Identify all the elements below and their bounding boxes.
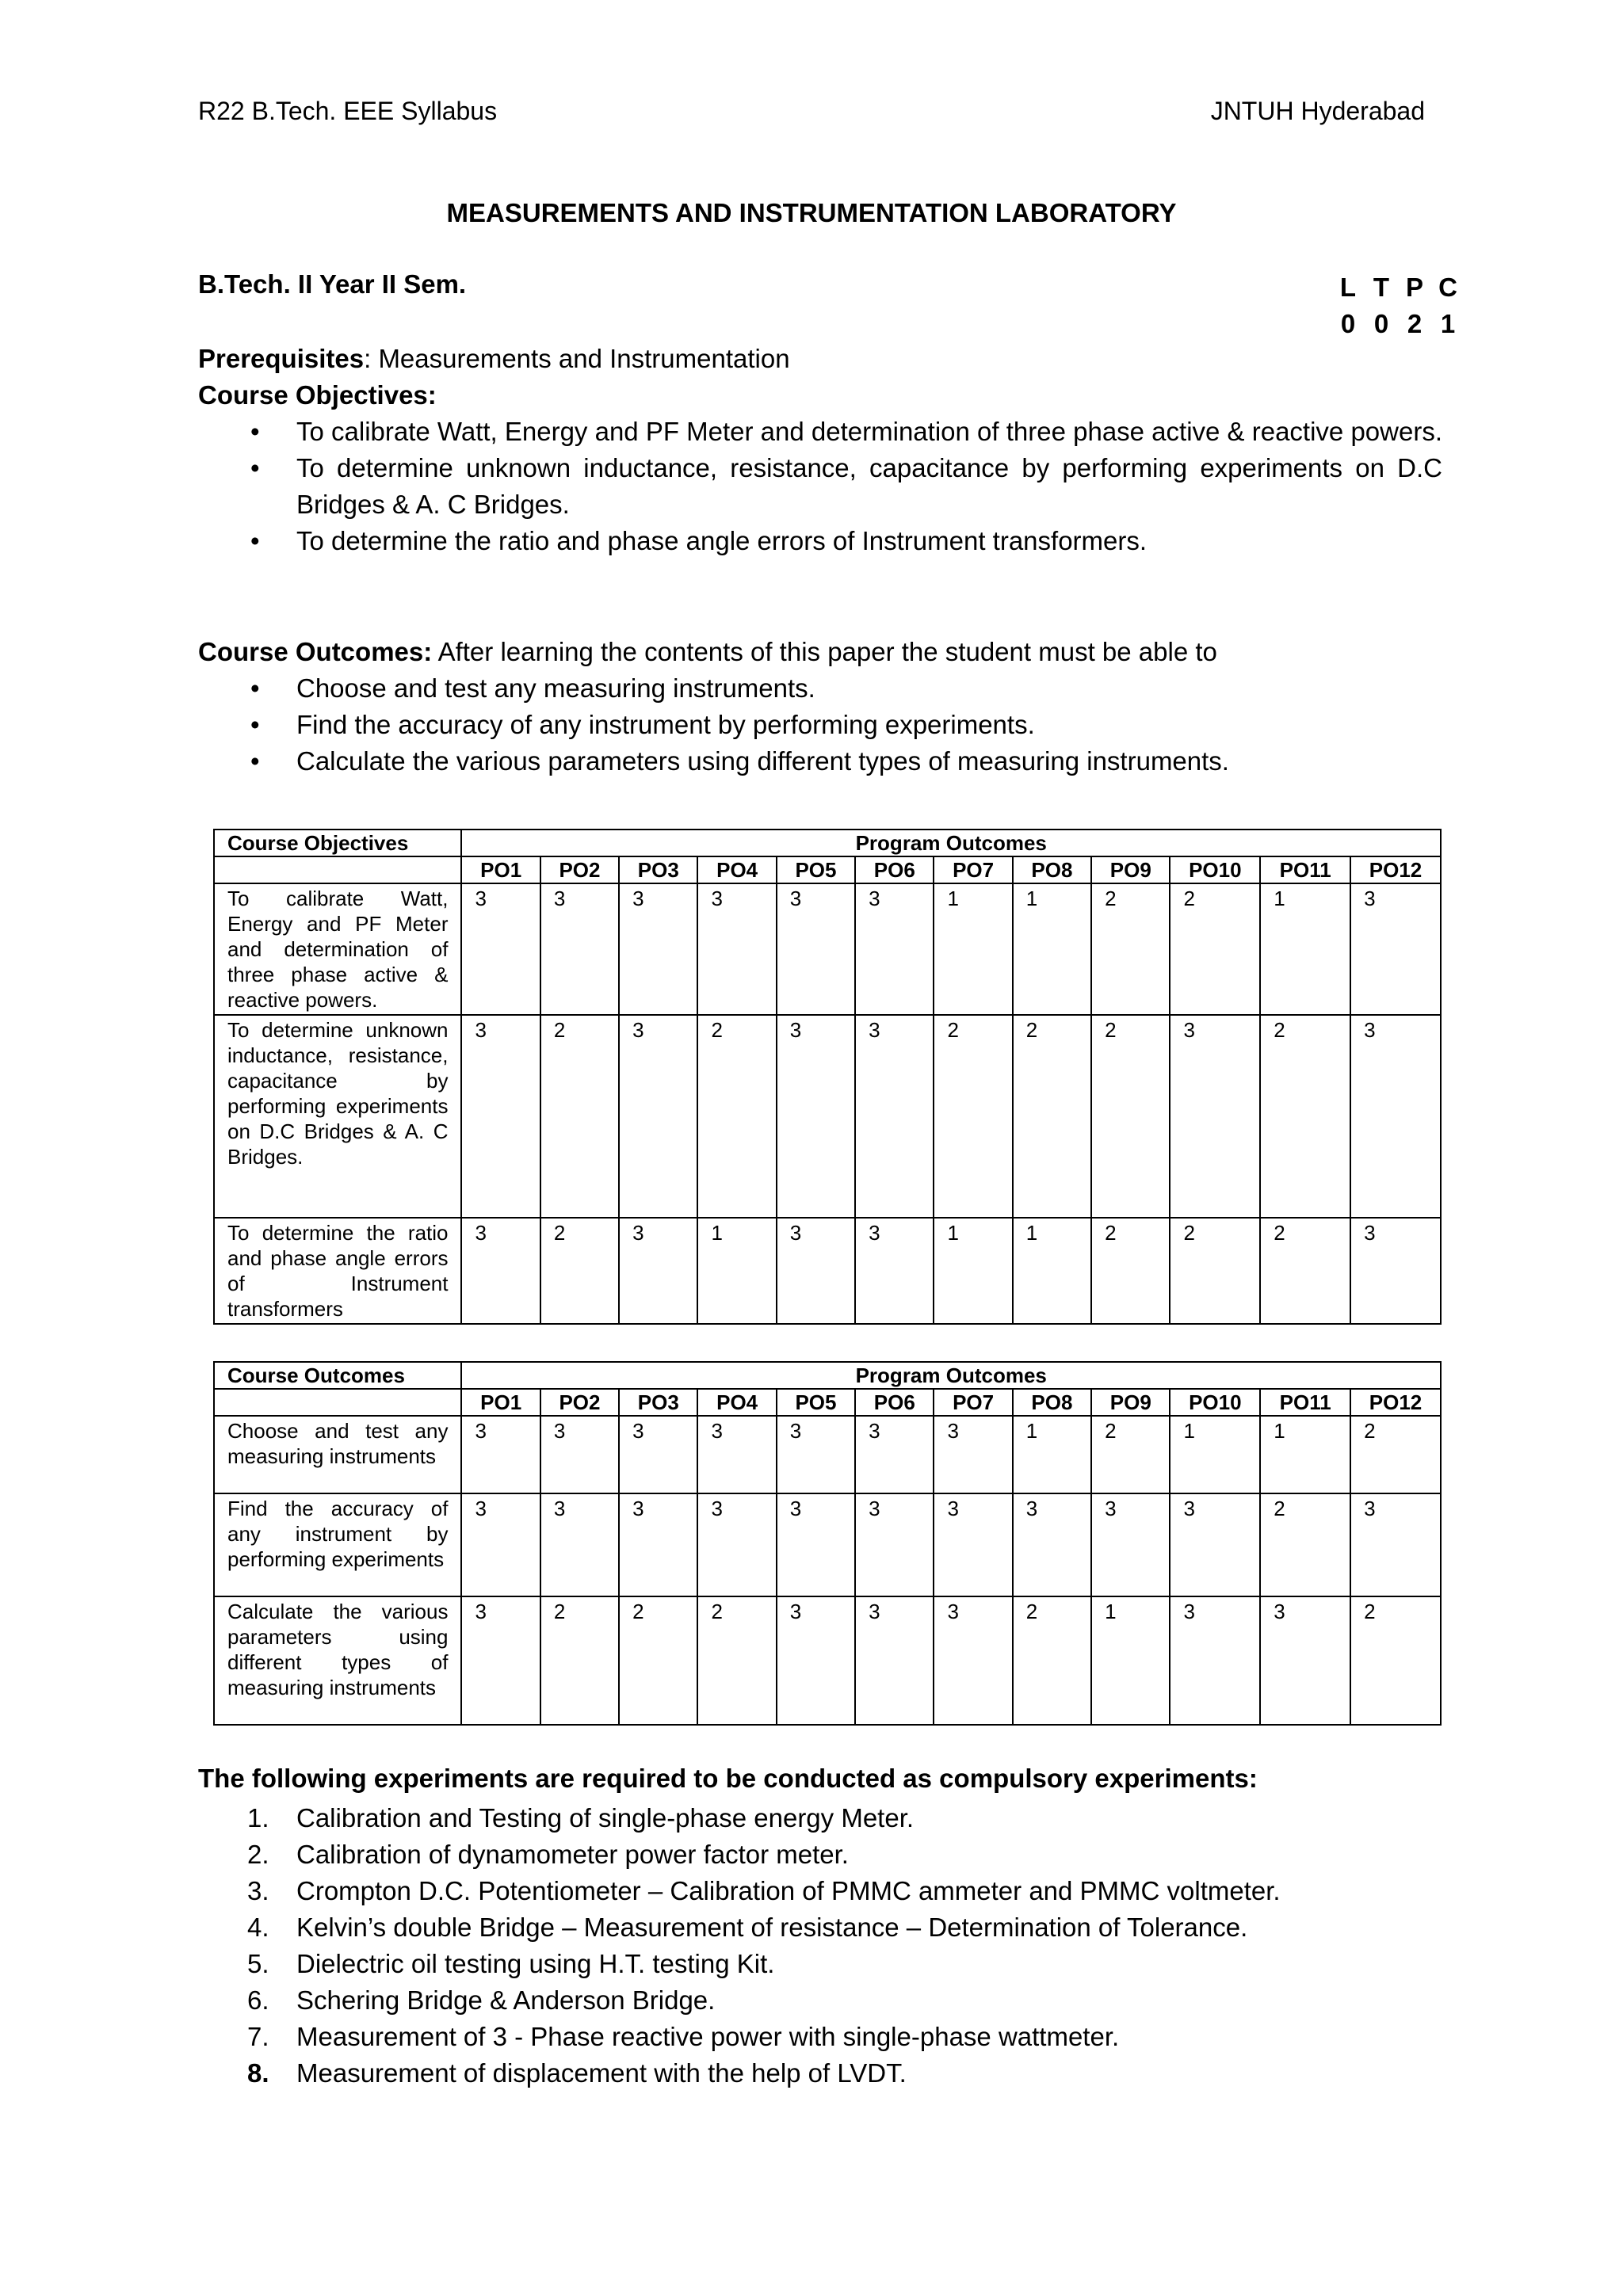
table-row [214,883,1441,1015]
table-cell: 3 [461,883,540,1015]
ltpc-block [1331,269,1465,342]
row-label: To calibrate Watt, Energy and PF Meter and determination of three phase active & reactive powers. [214,883,461,1015]
table-cell: 1 [1091,1596,1170,1725]
table-cell: 3 [855,1015,934,1218]
table-cell: 3 [1091,1493,1170,1596]
column-header: PO4 [697,856,776,883]
experiments-heading: The following experiments are required to be conducted as compulsory experiments: [198,1764,1258,1793]
table-columns-row [214,1389,1441,1416]
list-item: 5. Dielectric oil testing using H.T. testing Kit. [247,1949,775,1978]
list-item: • Find the accuracy of any instrument by performing experiments. [198,707,1442,743]
table-header-row [214,830,1441,856]
table-cell: 2 [540,1218,619,1324]
table-cell: 1 [934,1218,1012,1324]
table-cell: 3 [777,1218,855,1324]
table-row [214,1015,1441,1218]
list-item: 7. Measurement of 3 - Phase reactive power with single-phase wattmeter. [247,2022,1120,2051]
objectives-po-table [213,829,1442,1325]
table-header-row [214,1362,1441,1389]
column-header: PO7 [934,1389,1012,1416]
table-cell: 3 [619,1015,697,1218]
ltpc-label: L [1339,273,1357,302]
outcomes-list [198,670,1442,780]
table-cell: 2 [1091,1015,1170,1218]
table-cell: 2 [1260,1493,1350,1596]
bullet-icon: • [250,526,260,555]
column-header: PO10 [1170,856,1260,883]
header-left: R22 B.Tech. EEE Syllabus [198,97,498,125]
semester-label: B.Tech. II Year II Sem. [198,269,467,299]
course-title: MEASUREMENTS AND INSTRUMENTATION LABORATORY [446,198,1177,227]
table-corner-header: Course Objectives [214,830,461,856]
table-cell: 1 [1013,1416,1091,1493]
table-cell: 2 [697,1596,776,1725]
table-cell: 3 [777,1493,855,1596]
column-header: PO8 [1013,856,1091,883]
table-cell: 3 [461,1596,540,1725]
prerequisites [198,341,1442,377]
list-item: • To calibrate Watt, Energy and PF Meter and determination of three phase active & reactive powers. [198,414,1442,450]
table-cell: 2 [1260,1218,1350,1324]
outcomes-intro: After learning the contents of this paper the student must be able to [432,637,1217,666]
list-item: • To determine unknown inductance, resistance, capacitance by performing experiments on D.C Bridges & A. C Bridges. [198,450,1442,523]
list-item: 3. Crompton D.C. Potentiometer – Calibration of PMMC ammeter and PMMC voltmeter. [247,1876,1281,1905]
column-header: PO2 [540,856,619,883]
table-row [214,1218,1441,1324]
column-header: PO11 [1260,856,1350,883]
table-cell: 1 [1260,883,1350,1015]
table-cell: 2 [1170,883,1260,1015]
column-header: PO1 [461,856,540,883]
column-header: PO10 [1170,1389,1260,1416]
table-cell: 2 [1350,1416,1441,1493]
table-cell: 3 [777,1416,855,1493]
table-cell: 3 [1350,883,1441,1015]
table-empty-cell [214,856,461,883]
table-cell: 3 [934,1416,1012,1493]
ltpc-labels [1331,269,1465,306]
table-cell: 3 [1350,1218,1441,1324]
table-cell: 3 [461,1416,540,1493]
prerequisites-text: : Measurements and Instrumentation [364,344,790,373]
table-cell: 3 [934,1493,1012,1596]
objectives-heading: Course Objectives: [198,380,437,410]
table-cell: 3 [1170,1015,1260,1218]
table-cell: 2 [619,1596,697,1725]
table-cell: 1 [1013,883,1091,1015]
table-cell: 3 [619,1493,697,1596]
table-cell: 1 [934,883,1012,1015]
column-header: PO3 [619,1389,697,1416]
column-header: PO9 [1091,1389,1170,1416]
column-header: PO12 [1350,856,1441,883]
table-cell: 2 [540,1596,619,1725]
table-cell: 2 [1260,1015,1350,1218]
table-group-header: Program Outcomes [461,830,1441,856]
table-cell: 3 [540,1416,619,1493]
column-header: PO11 [1260,1389,1350,1416]
row-label: To determine the ratio and phase angle errors of Instrument transformers [214,1218,461,1324]
table-cell: 3 [1170,1493,1260,1596]
table-cell: 3 [619,1218,697,1324]
row-label: Find the accuracy of any instrument by performing experiments [214,1493,461,1596]
table-cell: 3 [697,1493,776,1596]
table-cell: 3 [461,1218,540,1324]
table-cell: 3 [1350,1015,1441,1218]
table-cell: 2 [1013,1015,1091,1218]
table-cell: 2 [1170,1218,1260,1324]
ltpc-value: 0 [1340,309,1356,338]
table-cell: 3 [1013,1493,1091,1596]
table-cell: 3 [1260,1596,1350,1725]
table-cell: 1 [697,1218,776,1324]
column-header: PO4 [697,1389,776,1416]
ltpc-value: 1 [1440,309,1456,338]
outcomes-po-table [213,1361,1442,1726]
table-cell: 2 [1091,1218,1170,1324]
table-cell: 3 [855,1416,934,1493]
table-cell: 3 [540,1493,619,1596]
column-header: PO5 [777,856,855,883]
table-cell: 3 [855,1493,934,1596]
list-item: 4. Kelvin’s double Bridge – Measurement of resistance – Determination of Tolerance. [247,1913,1248,1942]
table-cell: 1 [1170,1416,1260,1493]
table-corner-header: Course Outcomes [214,1362,461,1389]
column-header: PO12 [1350,1389,1441,1416]
column-header: PO6 [855,856,934,883]
ltpc-label: T [1373,273,1390,302]
table-cell: 3 [461,1015,540,1218]
bullet-icon: • [250,453,260,482]
table-cell: 1 [1260,1416,1350,1493]
bullet-icon: • [250,710,260,739]
table-cell: 2 [1091,883,1170,1015]
column-header: PO5 [777,1389,855,1416]
table-cell: 3 [619,883,697,1015]
table-cell: 3 [697,1416,776,1493]
table-cell: 2 [934,1015,1012,1218]
bullet-icon: • [250,746,260,776]
row-label: Choose and test any measuring instruments [214,1416,461,1493]
table-cell: 3 [934,1596,1012,1725]
ltpc-label: P [1405,273,1423,302]
table-cell: 3 [1350,1493,1441,1596]
list-item: • Calculate the various parameters using different types of measuring instruments. [198,743,1442,780]
table-cell: 3 [777,883,855,1015]
list-item: 1. Calibration and Testing of single-phase energy Meter. [247,1803,915,1833]
table-columns-row [214,856,1441,883]
table-cell: 3 [619,1416,697,1493]
list-item: 8. Measurement of displacement with the help of LVDT. [247,2058,907,2088]
row-label: To determine unknown inductance, resistance, capacitance by performing experiments on D.C Bridges & A. C Bridges. [214,1015,461,1218]
objectives-list [198,414,1442,559]
table-cell: 2 [540,1015,619,1218]
outcomes-heading [198,634,1442,670]
table-cell: 3 [1170,1596,1260,1725]
list-item: 6. Schering Bridge & Anderson Bridge. [247,1985,716,2015]
bullet-icon: • [250,417,260,446]
column-header: PO3 [619,856,697,883]
table-cell: 2 [1350,1596,1441,1725]
table-cell: 3 [697,883,776,1015]
table-cell: 3 [855,883,934,1015]
table-cell: 1 [1013,1218,1091,1324]
bullet-icon: • [250,673,260,703]
table-cell: 3 [855,1218,934,1324]
table-group-header: Program Outcomes [461,1362,1441,1389]
table-row [214,1596,1441,1725]
table-cell: 3 [461,1493,540,1596]
column-header: PO1 [461,1389,540,1416]
table-row [214,1416,1441,1493]
column-header: PO8 [1013,1389,1091,1416]
ltpc-value: 2 [1407,309,1423,338]
list-item: • Choose and test any measuring instruments. [198,670,1442,707]
table-cell: 2 [1091,1416,1170,1493]
column-header: PO9 [1091,856,1170,883]
table-row [214,1493,1441,1596]
table-cell: 2 [1013,1596,1091,1725]
prerequisites-label: Prerequisites [198,344,365,373]
ltpc-label: C [1438,273,1457,302]
row-label: Calculate the various parameters using different types of measuring instruments [214,1596,461,1725]
experiments-list [198,1800,1442,2092]
ltpc-values [1331,306,1465,342]
table-cell: 2 [697,1015,776,1218]
list-item: 2. Calibration of dynamometer power factor meter. [247,1840,849,1869]
column-header: PO7 [934,856,1012,883]
table-cell: 3 [777,1596,855,1725]
table-cell: 3 [540,883,619,1015]
outcomes-heading-label: Course Outcomes: [198,637,433,666]
table-empty-cell [214,1389,461,1416]
list-item: • To determine the ratio and phase angle errors of Instrument transformers. [198,523,1442,559]
table-cell: 3 [777,1015,855,1218]
column-header: PO2 [540,1389,619,1416]
ltpc-value: 0 [1373,309,1389,338]
table-cell: 3 [855,1596,934,1725]
column-header: PO6 [855,1389,934,1416]
header-right: JNTUH Hyderabad [1210,97,1425,125]
